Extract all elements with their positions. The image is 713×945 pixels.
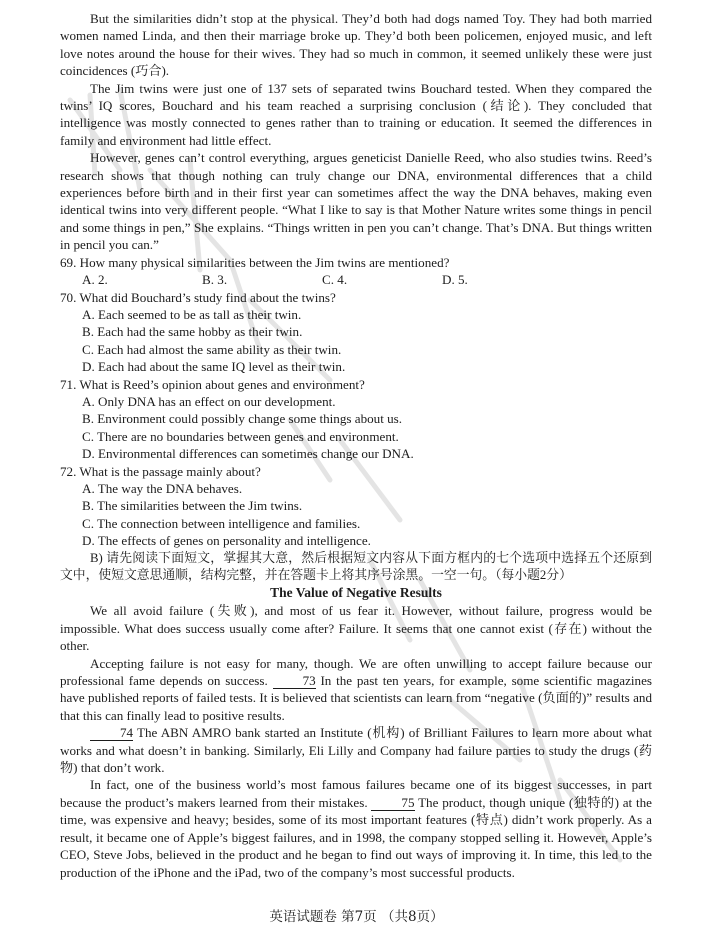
passage-a-paragraph-2: The Jim twins were just one of 137 sets of separated twins Bouchard tested. When they compared the twins’ IQ scores, Bouchard and his team reached a surprising conclusion (结论). They concluded that intelligence was mostly connected to genes rather than to training or education. It seemed the differences in family and environment had little effect. [60, 80, 652, 148]
option-c: C. There are no boundaries between genes and environment. [82, 428, 399, 444]
option-b: B. Each had the same hobby as their twin. [82, 324, 303, 340]
option-d: D. The effects of genes on personality and intelligence. [82, 533, 371, 549]
question-stem: 70. What did Bouchard’s study find about the twins? [60, 289, 336, 305]
option-a: A. The way the DNA behaves. [82, 480, 243, 496]
question-stem: 71. What is Reed’s opinion about genes and environment? [60, 376, 365, 392]
paragraph-text: The ABN AMRO bank started an Institute (机构) of Brilliant Failures to learn more about what works and what doesn’t in banking. Similarly, Eli Lilly and Company had failure parties to study the drugs (药物) that don’t work. [60, 725, 652, 776]
paragraph-text: The product, though unique (独特的) at the time, was expensive and heavy; besides, some of its most important features (特点) didn’t work properly. As a result, it became one of Apple’s biggest failures, and in 1998, the company stopped selling it. However, Apple’s CEO, Steve Jobs, believed in the product and he began to find out ways of improving it. In time, this led to the production of the iPhone and the iPad, two of the company’s most successful products. [60, 794, 652, 880]
question-70 [60, 289, 652, 376]
question-stem: 72. What is the passage mainly about? [60, 463, 261, 479]
option-c: C. Each had almost the same ability as their twin. [82, 341, 342, 357]
question-stem: 69. How many physical similarities between the Jim twins are mentioned? [60, 254, 450, 270]
option-d: D. 5. [442, 272, 468, 288]
blank-73: 73 [273, 674, 316, 689]
question-options [60, 271, 652, 288]
option-d: D. Each had about the same IQ level as their twin. [82, 359, 346, 375]
passage-b-paragraph-2 [60, 655, 652, 725]
passage-b-paragraph-1: We all avoid failure (失败), and most of us fear it. However, without failure, progress would be impossible. What does success usually come after? Failure. It seems that one cannot exist (存在) without the other. [60, 603, 652, 654]
blank-74: 74 [90, 726, 133, 741]
option-a: A. Each seemed to be as tall as their twin. [82, 306, 302, 322]
blank-75: 75 [371, 796, 414, 811]
question-69 [60, 254, 652, 289]
question-72 [60, 463, 652, 550]
paragraph-text: In the past ten years, for example, some scientific magazines have published reports of failed tests. It is believed that scientists can learn from “negative (负面的)” results and that this can finally lead to positive results. [60, 673, 653, 723]
paragraph-text: Accepting failure is not easy for many, though. We are often unwilling to accept failure because our professional fame depends on success. [60, 655, 652, 689]
option-a: A. 2. [82, 272, 108, 288]
question-71 [60, 376, 652, 463]
paragraph-text: In fact, one of the business world’s most famous failures became one of its biggest successes, in part because the product’s makers learned from their mistakes. [60, 777, 652, 810]
page-content [60, 10, 652, 881]
option-a: A. Only DNA has an effect on our development. [82, 393, 336, 409]
passage-b-paragraph-4 [60, 776, 652, 880]
option-b: B. 3. [202, 272, 228, 288]
passage-a-paragraph-1: But the similarities didn’t stop at the physical. They’d both had dogs named Toy. They had both married women named Linda, and then their marriage broke up. They’d both been policemen, enjoyed music, and left love notes around the house for their wives. They had so much in common, it seemed unlikely these were just coincidences (巧合). [60, 11, 652, 79]
option-d: D. Environmental differences can sometimes change our DNA. [82, 446, 414, 462]
page-footer: 英语试题卷 第7页 （共8页） [269, 909, 444, 925]
option-b: B. The similarities between the Jim twins. [82, 498, 303, 514]
passage-a-paragraph-3: However, genes can’t control everything, argues geneticist Danielle Reed, who also studies twins. Reed’s research shows that though nothing can truly change our DNA, environmental differences that a child experiences before birth and in their first year can sometimes affect the way the DNA behaves, making even identical twins into very different people. “What I like to say is that Mother Nature writes some things in pencil and some things in pen,” She explains. “Things written in pen you can’t change. That’s DNA. But things written in pencil you can.” [60, 150, 652, 253]
option-c: C. The connection between intelligence and families. [82, 515, 361, 531]
option-c: C. 4. [322, 272, 348, 288]
option-b: B. Environment could possibly change some things about us. [82, 411, 403, 427]
passage-b-title: The Value of Negative Results [270, 585, 442, 601]
section-b-instruction: B) 请先阅读下面短文，掌握其大意，然后根据短文内容从下面方框内的七个选项中选择五个还原到文中，使短文意思通顺，结构完整，并在答题卡上将其序号涂黑。一空一句。（每小题2分） [60, 550, 652, 582]
passage-b-paragraph-3 [60, 724, 652, 776]
